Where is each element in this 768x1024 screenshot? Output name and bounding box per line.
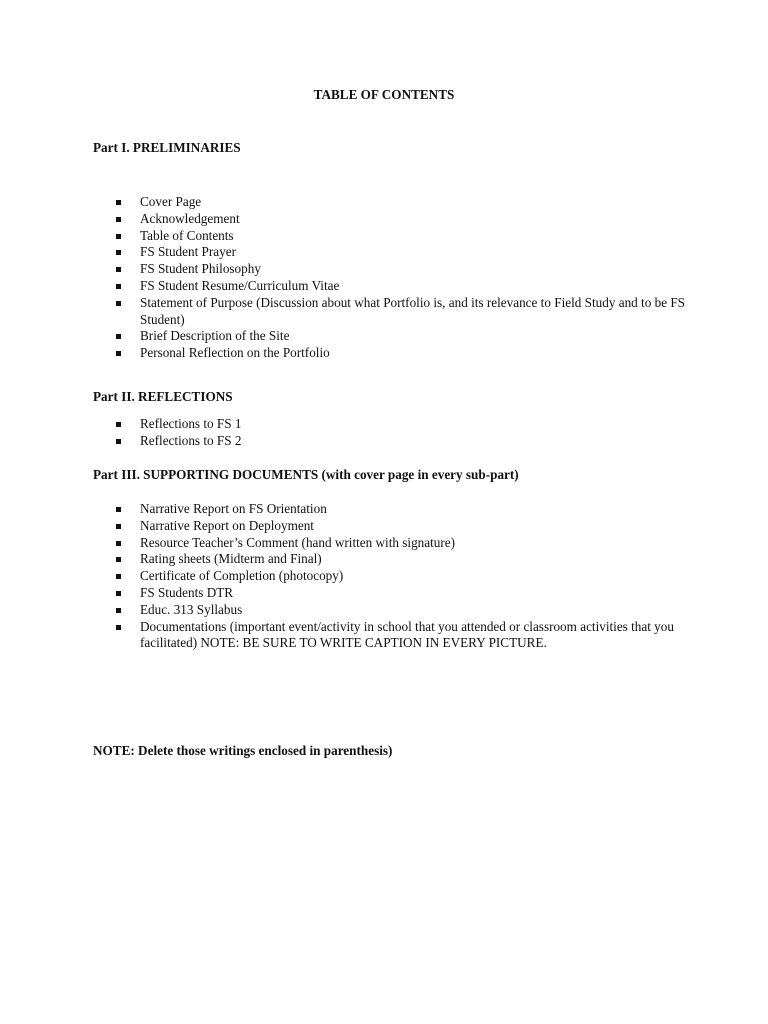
bullet-icon [116,541,121,546]
list-item-text: FS Student Prayer [140,244,236,260]
list-item [93,194,693,211]
bullet-icon [116,608,121,613]
bullet-icon [116,301,121,306]
bullet-icon [116,625,121,630]
list-item-text: Reflections to FS 2 [140,432,242,448]
list-item-text: Documentations (important event/activity in school that you attended or classroom activities that you facilitated) NOTE: BE SURE TO WRITE CAPTION IN EVERY PICTURE. [140,618,674,651]
part-3-heading-suffix: (with cover page in every sub-part) [318,467,519,482]
bullet-icon [116,439,121,444]
list-item-text: Personal Reflection on the Portfolio [140,345,330,361]
part-1-heading [93,140,241,157]
bullet-icon [116,234,121,239]
bullet-icon [116,422,121,427]
part-2-list [93,416,693,450]
part-3-heading-text: Part III. SUPPORTING DOCUMENTS [93,467,319,482]
list-item-text: Statement of Purpose (Discussion about what Portfolio is, and its relevance to Field Study and to be FS Student) [140,294,686,327]
list-item-text: Resource Teacher’s Comment (hand written with signature) [140,534,455,550]
list-item-text: Rating sheets (Midterm and Final) [140,551,322,567]
part-3-heading [93,467,519,484]
list-item [93,228,693,245]
list-item [93,433,693,450]
list-item [93,501,693,518]
list-item-text: Acknowledgement [140,210,240,226]
list-item-text: Cover Page [140,194,202,209]
list-item-text: Table of Contents [140,227,234,243]
list-item [93,585,693,602]
bullet-icon [116,217,121,222]
part-1-list [93,194,693,362]
bullet-icon [116,591,121,596]
part-3-list [93,501,693,652]
list-item [93,244,693,261]
list-item-text: Certificate of Completion (photocopy) [140,568,344,584]
bullet-icon [116,524,121,529]
page-title: TABLE OF CONTENTS [313,87,455,102]
list-item [93,261,693,278]
list-item [93,551,693,568]
list-item-text: Brief Description of the Site [140,328,290,344]
list-item-text: FS Student Resume/Curriculum Vitae [140,277,340,293]
bullet-icon [116,267,121,272]
list-item [93,619,693,653]
list-item [93,328,693,345]
bullet-icon [116,351,121,356]
list-item-text: FS Student Philosophy [140,261,261,277]
list-item [93,535,693,552]
list-item [93,518,693,535]
list-item [93,602,693,619]
bullet-icon [116,284,121,289]
list-item [93,568,693,585]
bullet-icon [116,574,121,579]
list-item [93,295,693,329]
part-1-heading-text: Part I. PRELIMINARIES [93,140,241,155]
bullet-icon [116,250,121,255]
list-item-text: FS Students DTR [140,584,234,600]
bullet-icon [116,334,121,339]
list-item-text: Narrative Report on Deployment [140,517,314,533]
part-2-heading-text: Part II. REFLECTIONS [93,389,233,404]
list-item-text: Reflections to FS 1 [140,416,242,431]
list-item-text: Educ. 313 Syllabus [140,601,243,617]
bullet-icon [116,557,121,562]
list-item [93,211,693,228]
bullet-icon [116,507,121,512]
list-item [93,345,693,362]
list-item [93,278,693,295]
bullet-icon [116,200,121,205]
list-item [93,416,693,433]
part-2-heading [93,389,233,406]
list-item-text: Narrative Report on FS Orientation [140,501,327,516]
closing-note: NOTE: Delete those writings enclosed in parenthesis) [93,743,393,758]
